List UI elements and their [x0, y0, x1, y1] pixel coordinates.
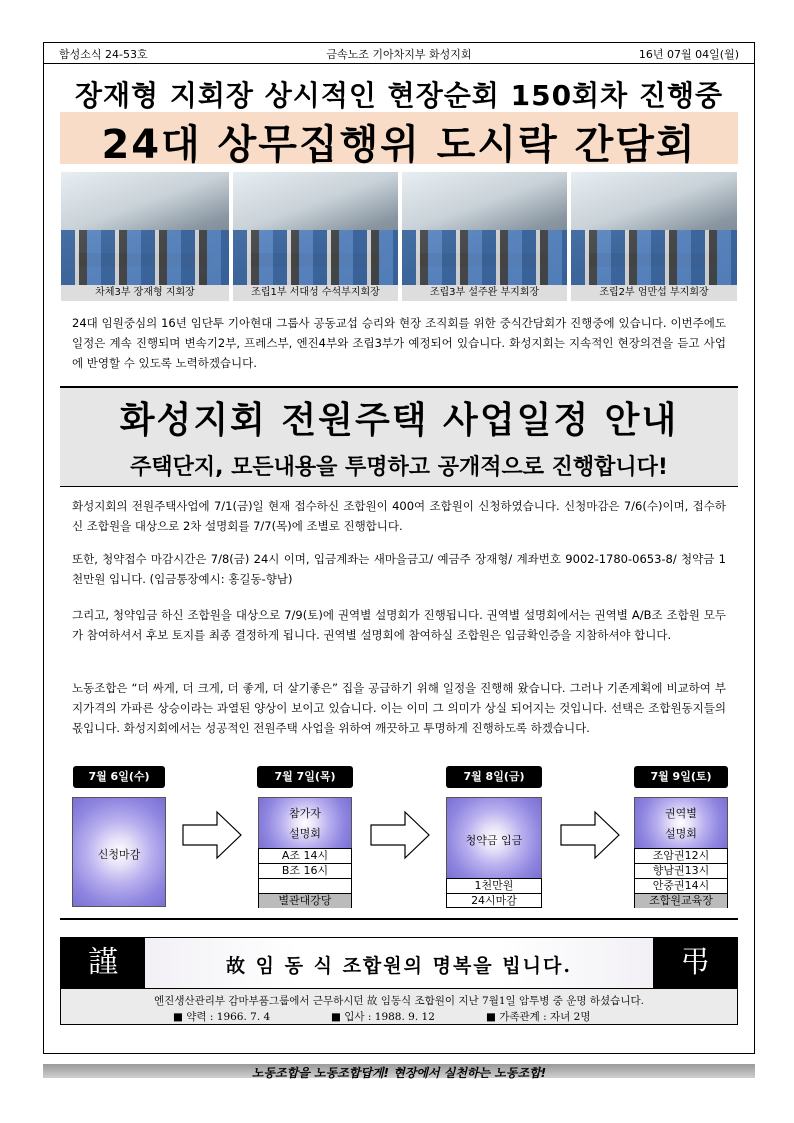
memorial-banner	[60, 937, 738, 989]
schedule-item: A조 14시	[259, 849, 351, 864]
schedule-date: 7월 8일(금)	[446, 766, 542, 788]
article2-paragraph: 화성지회의 전원주택사업에 7/1(금)일 현재 접수하신 조합원이 400여 조합원이 신청하였습니다. 신청마감은 7/6(수)이며, 접수하신 조합원을 대상으로 2차 설명회를 7/7(목)에 조별로 진행합니다.	[72, 499, 726, 533]
memorial-line: 엔진생산관리부 감마부품그룹에서 근무하시던 故 임동식 조합원이 지난 7월1일 암투병 중 운명 하셨습니다.	[154, 995, 644, 1007]
photo-caption-3: 조립3부 설주완 부지회장	[402, 285, 567, 301]
photo-4	[571, 172, 737, 285]
memorial-right-char: 弔	[653, 938, 737, 988]
schedule-step-deposit	[446, 797, 542, 879]
schedule-item: B조 16시	[259, 864, 351, 879]
photo-caption-1: 차체3부 장재형 지회장	[61, 285, 229, 301]
step-title: 신청마감	[97, 848, 141, 861]
schedule-item: 조암권12시	[635, 849, 727, 864]
arrow-right-icon	[560, 810, 620, 860]
memorial-detail: ■ 가족관계 : 자녀 2명	[486, 1011, 591, 1023]
memorial-title: 故 임 동 식 조합원의 명복을 빕니다.	[226, 955, 572, 977]
step-title: 권역별 설명회	[665, 807, 697, 840]
schedule-item: 별관대강당	[259, 894, 351, 908]
publisher: 금속노조 기아차지부 화성지회	[326, 48, 472, 61]
schedule-item	[259, 879, 351, 894]
schedule-items	[634, 848, 728, 908]
photo-caption-2: 조립1부 서대성 수석부지회장	[233, 285, 398, 301]
schedule-step-apply-deadline	[72, 797, 166, 907]
schedule-item: 안중권14시	[635, 879, 727, 894]
memorial-detail: ■ 입사 : 1988. 9. 12	[331, 1011, 435, 1023]
step-title: 참가자 설명회	[289, 807, 321, 840]
divider	[60, 486, 738, 487]
photo-1	[61, 172, 229, 285]
schedule-item: 조합원교육장	[635, 894, 727, 908]
issue-number: 함성소식 24-53호	[59, 48, 148, 61]
schedule-items	[446, 878, 542, 908]
arrow-right-icon	[370, 810, 430, 860]
issue-date: 16년 07월 04일(월)	[638, 48, 739, 61]
article2-headline: 화성지회 전원주택 사업일정 안내	[119, 400, 679, 441]
memorial-details	[60, 989, 738, 1025]
schedule-date: 7월 6일(수)	[73, 766, 165, 788]
article2-paragraph: 그리고, 청약입금 하신 조합원을 대상으로 7/9(토)에 권역별 설명회가 진행됩니다. 권역별 설명회에서는 권역별 A/B조 조합원 모두가 참여하셔서 후보 토지를 최종 결정하게 됩니다. 권역별 설명회에 참여하실 조합원은 입금확인증을 지참하셔야 합니다.	[72, 608, 726, 642]
article1-headline: 장재형 지회장 상시적인 현장순회 150회차 진행중	[74, 79, 724, 112]
article2-subheadline: 주택단지, 모든내용을 투명하고 공개적으로 진행합니다!	[130, 455, 668, 480]
memorial-detail: ■ 약력 : 1966. 7. 4	[173, 1011, 271, 1023]
memorial-left-char: 謹	[61, 938, 145, 988]
schedule-items	[258, 848, 352, 908]
photo-2	[233, 172, 398, 285]
schedule-item: 24시마감	[471, 894, 517, 907]
schedule-item: 1천만원	[447, 879, 541, 894]
photo-caption-4: 조립2부 엄만섭 부지회장	[571, 285, 737, 301]
arrow-right-icon	[182, 810, 242, 860]
article2-paragraph: 노동조합은 “더 싸게, 더 크게, 더 좋게, 더 살기좋은” 집을 공급하기 위해 일정을 진행해 왔습니다. 그러나 기존계획에 비교하여 부지가격의 가파른 상승이라는 과열된 양상이 보이고 있습니다. 이는 이미 그 의미가 상실 되어지는 것입니다. 선택은 조합원동지들의 몫입니다. 화성지회에서는 성공적인 전원주택 사업을 위하여 깨끗하고 투명하게 진행하도록 하겠습니다.	[72, 681, 726, 735]
photo-3	[402, 172, 567, 285]
divider	[60, 918, 738, 920]
article1-body: 24대 임원중심의 16년 임단투 기아현대 그룹사 공동교섭 승리와 현장 조직회를 위한 중식간담회가 진행중에 있습니다. 이번주에도 일정은 계속 진행되며 변속기2부, 프레스부, 엔진4부와 조립3부가 예정되어 있습니다. 화성지회는 지속적인 현장의견을 듣고 사업에 반영할 수 있도록 노력하겠습니다.	[72, 316, 726, 370]
footer-slogan: 노동조합을 노동조합답게! 현장에서 실천하는 노동조합!	[251, 1066, 547, 1080]
schedule-step-briefing	[258, 797, 352, 849]
newsletter-header	[43, 42, 755, 64]
article1-subheadline: 24대 상무집행위 도시락 간담회	[101, 122, 697, 168]
schedule-step-regional	[634, 797, 728, 849]
schedule-date: 7월 9일(토)	[634, 766, 728, 788]
article2-paragraph: 또한, 청약접수 마감시간은 7/8(금) 24시 이며, 입금계좌는 새마을금고/ 예금주 장재형/ 계좌번호 9002-1780-0653-8/ 청약금 1천만원 입니다. (입금통장예시: 홍길동-향남)	[72, 552, 726, 586]
schedule-date: 7월 7일(목)	[257, 766, 353, 788]
schedule-item: 향남권13시	[635, 864, 727, 879]
step-title: 청약금 입금	[465, 834, 523, 847]
